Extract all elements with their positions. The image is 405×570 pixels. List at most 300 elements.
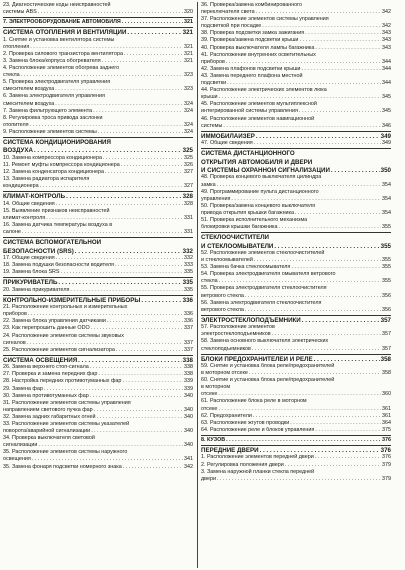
toc-page-number: 364	[382, 419, 391, 426]
toc-entry	[3, 19, 193, 26]
section-divider	[201, 435, 391, 436]
toc-leader-dots	[91, 428, 183, 435]
toc-entry	[3, 65, 193, 72]
toc-entry	[3, 347, 193, 354]
toc-entry-title: 29. Замена фар	[3, 385, 43, 392]
toc-entry-title: 59. Снятие и установка блока реле/предохранителей	[201, 363, 335, 369]
toc-entry	[3, 318, 193, 325]
toc-entry	[201, 346, 391, 353]
toc-entry-title: 13. Замена радиатора испарителя	[3, 176, 90, 183]
toc-entry-title: приборов	[201, 58, 225, 65]
toc-leader-dots	[44, 386, 183, 393]
toc-entry-title: ОТКРЫТИЯ АВТОМОБИЛЯ И ДВЕРИ	[201, 158, 313, 166]
toc-entry	[201, 307, 391, 314]
toc-entry-title: 28. Настройка передних противотуманных фар	[3, 378, 122, 385]
toc-entry	[201, 59, 391, 66]
toc-page-number: 327	[184, 183, 193, 190]
toc-entry-title: 35. Расположение элементов системы наружного	[3, 449, 128, 456]
toc-entry-title: 1. Расположение элементов передней двери	[201, 454, 314, 461]
toc-entry-title: 10. Замена компрессора кондиционера	[3, 154, 103, 161]
toc-leader-dots	[299, 108, 381, 115]
toc-entry	[3, 183, 193, 190]
section-divider	[3, 355, 193, 356]
toc-entry-title: 3. Замена наружной планки стекла передней	[201, 468, 315, 475]
toc-entry-title: 52. Расположение элементов стеклоочистителей	[201, 249, 325, 256]
section-divider	[3, 295, 193, 296]
toc-entry	[201, 66, 391, 73]
toc-entry	[201, 391, 391, 398]
toc-entry	[3, 325, 193, 332]
toc-page-number: 343	[382, 37, 391, 44]
toc-entry-title: КОНТРОЛЬНО-ИЗМЕРИТЕЛЬНЫЕ ПРИБОРЫ	[3, 296, 141, 304]
toc-entry	[3, 215, 193, 222]
toc-page-number: 344	[382, 58, 391, 65]
toc-entry-title: освещения	[3, 456, 31, 463]
toc-entry-title: КЛИМАТ-КОНТРОЛЬ	[3, 193, 66, 201]
toc-leader-dots	[302, 317, 380, 324]
toc-section-heading	[201, 150, 391, 157]
toc-page-number: 338	[184, 364, 193, 371]
toc-entry	[3, 9, 193, 16]
toc-entry-title: СТЕКЛООЧИСТИТЕЛИ	[201, 234, 269, 242]
toc-page-number: 340	[184, 392, 193, 399]
toc-entry-title: 23. Диагностические коды неисправностей	[3, 2, 111, 8]
toc-entry-title: 64. Расположение реле и блоков управления	[201, 426, 315, 433]
toc-section-heading	[201, 356, 391, 363]
toc-section-heading	[3, 279, 193, 286]
toc-page-number: 325	[184, 154, 193, 161]
toc-entry	[3, 37, 193, 44]
toc-entry-title: 7. Замена фильтрующего элемента	[3, 107, 93, 114]
toc-entry-title: 41. Расположение внутренних осветительных	[201, 51, 316, 58]
toc-leader-dots	[93, 108, 183, 115]
toc-page-number: 338	[184, 371, 193, 378]
toc-entry-title: стеклоподъемников	[201, 345, 251, 352]
toc-section-heading	[201, 447, 391, 454]
section-divider	[201, 354, 391, 355]
toc-entry-title: 4. Расположение элементов обогрева заднего	[3, 65, 120, 72]
toc-leader-dots	[94, 407, 183, 414]
toc-page-number: 321	[184, 57, 193, 64]
toc-page-number: 335	[182, 279, 193, 287]
toc-entry-title: 50. Проверка/замена концевого выключателя	[201, 202, 316, 209]
toc-right-column	[201, 2, 391, 483]
toc-page-number: 339	[184, 385, 193, 392]
toc-entry-title: 44. Расположение электрических элементов люка	[201, 87, 327, 94]
toc-entry-title: 32. Замена задних габаритных огней	[3, 413, 96, 420]
toc-entry	[201, 427, 391, 434]
toc-entry-title: 57. Расположение элементов	[201, 324, 275, 331]
toc-leader-dots	[107, 318, 183, 325]
toc-entry	[3, 287, 193, 294]
toc-leader-dots	[249, 370, 381, 377]
toc-entry	[201, 45, 391, 52]
toc-leader-dots	[56, 255, 183, 262]
toc-entry-title: 17. Общие сведения	[3, 254, 55, 261]
toc-leader-dots	[315, 427, 381, 434]
toc-section-heading	[201, 317, 391, 324]
toc-entry-title: 20. Замена прикуривателя	[3, 286, 70, 293]
toc-entry-title: 31. Расположение элементов системы управления	[3, 399, 131, 406]
toc-entry-title: ЭЛЕКТРОСТЕКЛОПОДЪЕМНИКИ	[201, 316, 301, 324]
toc-page-number: 361	[382, 412, 391, 419]
toc-leader-dots	[314, 356, 380, 363]
toc-page-number: 333	[184, 262, 193, 269]
toc-section-heading	[3, 193, 193, 200]
toc-leader-dots	[91, 325, 183, 332]
toc-entry-title: 6. Замена электродвигателя управления	[3, 93, 105, 100]
toc-page-number: 355	[382, 257, 391, 264]
toc-entry-title: блокировки крышки багажника	[201, 224, 278, 231]
toc-entry-title: 51. Проверка исполнительного механизма	[201, 216, 308, 223]
toc-entry	[3, 442, 193, 449]
toc-section-heading	[3, 29, 193, 36]
toc-leader-dots	[38, 9, 183, 16]
toc-leader-dots	[291, 264, 381, 271]
toc-entry	[3, 44, 193, 51]
toc-leader-dots	[274, 243, 379, 250]
toc-entry	[201, 331, 391, 338]
toc-entry-title: подсветкой при посадке	[201, 23, 262, 30]
toc-entry	[201, 285, 391, 292]
toc-entry	[201, 293, 391, 300]
toc-entry-title: 3. Замена блока/корпуса обогревателя	[3, 57, 101, 64]
toc-leader-dots	[301, 66, 381, 73]
toc-page-number: 332	[184, 254, 193, 261]
toc-entry-title: 8. КУЗОВ	[201, 436, 226, 443]
toc-entry	[201, 80, 391, 87]
toc-leader-dots	[105, 169, 183, 176]
toc-leader-dots	[290, 420, 381, 427]
toc-leader-dots	[315, 45, 381, 52]
toc-section-heading	[201, 133, 391, 140]
toc-page-number: 326	[184, 161, 193, 168]
toc-entry-title: 8. Регулировка троса привода заслонки	[3, 114, 103, 121]
toc-entry-title: 15. Выявление признаков неисправностей	[3, 207, 110, 214]
toc-leader-dots	[123, 464, 183, 471]
toc-page-number: 349	[380, 132, 391, 140]
toc-page-number: 346	[382, 122, 391, 129]
toc-entry	[201, 210, 391, 217]
toc-entry-title: 39. Проверка/замена подсветки крыши	[201, 37, 299, 44]
toc-entry-title: отопителя	[3, 121, 29, 128]
toc-page-number: 335	[184, 269, 193, 276]
toc-entry	[3, 378, 193, 385]
toc-page-number: 328	[182, 193, 193, 201]
toc-entry	[3, 2, 193, 9]
section-divider	[201, 131, 391, 132]
toc-page-number: 344	[382, 65, 391, 72]
toc-entry	[3, 428, 193, 435]
toc-page-number: 356	[382, 292, 391, 299]
toc-entry	[201, 189, 391, 196]
toc-entry	[3, 456, 193, 463]
toc-leader-dots	[295, 210, 381, 217]
toc-entry-title: 55. Проверка электродвигателя стеклоочистителя	[201, 285, 327, 292]
toc-leader-dots	[272, 331, 381, 338]
toc-entry	[201, 203, 391, 210]
toc-leader-dots	[256, 9, 381, 16]
toc-entry-title: И СТЕКЛООМЫВАТЕЛИ	[201, 242, 274, 250]
toc-entry	[201, 257, 391, 264]
toc-leader-dots	[223, 123, 381, 130]
toc-entry-title: 33. Расположение элементов системы указателей	[3, 420, 130, 427]
toc-page-number: 350	[380, 167, 391, 174]
toc-entry	[3, 435, 193, 442]
toc-leader-dots	[115, 262, 183, 269]
toc-entry	[3, 371, 193, 378]
toc-entry-title: 7. ЭЛЕКТРООБОРУДОВАНИЕ АВТОМОБИЛЯ	[3, 19, 121, 26]
toc-entry-title: 26. Замена верхнего стоп-сигнала	[3, 364, 89, 371]
toc-entry-title: 9. Расположение элементов системы	[3, 128, 97, 135]
toc-page-number: 332	[182, 247, 193, 255]
toc-page-number: 325	[182, 147, 193, 155]
toc-leader-dots	[55, 101, 183, 108]
toc-entry	[201, 454, 391, 461]
toc-entry	[201, 123, 391, 130]
toc-page-number: 379	[382, 475, 391, 482]
toc-entry-title: кондиционера	[3, 183, 39, 190]
toc-leader-dots	[226, 59, 381, 66]
toc-entry-title: 12. Замена конденсатора кондиционера	[3, 169, 105, 175]
toc-entry	[201, 9, 391, 16]
toc-entry	[3, 414, 193, 421]
toc-entry	[201, 37, 391, 44]
toc-page-number: 341	[184, 456, 193, 463]
toc-leader-dots	[254, 257, 381, 264]
toc-entry	[201, 217, 391, 224]
toc-entry	[3, 155, 193, 162]
toc-leader-dots	[245, 307, 381, 314]
toc-entry	[201, 87, 391, 94]
toc-leader-dots	[78, 357, 182, 364]
toc-entry-title: БЛОКИ ПРЕДОХРАНИТЕЛЕЙ И РЕЛЕ	[201, 355, 313, 363]
toc-entry-title: смесителем воздуха	[3, 86, 55, 93]
toc-entry-title: СИСТЕМА ДИСТАНЦИОННОГО	[201, 150, 295, 158]
toc-page-number: 324	[184, 121, 193, 128]
toc-entry-title: 19. Замена блока SRS	[3, 269, 60, 276]
toc-left-column	[3, 2, 193, 471]
section-divider	[201, 315, 391, 316]
toc-entry-title: привода открытия крышки багажника	[201, 209, 295, 216]
toc-entry-title: 62. Предохранители	[201, 412, 252, 419]
toc-leader-dots	[90, 393, 183, 400]
toc-leader-dots	[219, 278, 381, 285]
section-divider	[3, 17, 193, 18]
toc-entry-title: 1. Снятие и установка вентилятора системы	[3, 36, 115, 43]
toc-entry	[3, 364, 193, 371]
toc-page-number: 336	[184, 311, 193, 318]
toc-entry-title: в моторном	[201, 384, 231, 391]
toc-leader-dots	[305, 30, 381, 37]
section-divider	[3, 277, 193, 278]
toc-page-number: 324	[184, 100, 193, 107]
toc-page-number: 354	[382, 209, 391, 216]
toc-entry-title: 47. Общие сведения	[201, 140, 253, 147]
toc-leader-dots	[121, 162, 183, 169]
toc-entry-title: 46. Расположение элементов навигационной	[201, 115, 315, 122]
toc-page-number: 320	[184, 9, 193, 16]
toc-page-number: 355	[382, 278, 391, 285]
toc-page-number: 321	[184, 43, 193, 50]
section-divider	[3, 191, 193, 192]
toc-leader-dots	[90, 364, 183, 371]
toc-page-number: 327	[184, 169, 193, 175]
toc-entry	[201, 182, 391, 189]
toc-entry	[201, 52, 391, 59]
toc-page-number: 345	[382, 94, 391, 101]
toc-section-heading	[3, 248, 193, 255]
toc-entry	[3, 86, 193, 93]
toc-entry-title: 56. Замена электродвигателя стеклоочистителя	[201, 299, 322, 306]
toc-entry-title: 25. Расположение элементов сигнализатора	[3, 346, 115, 353]
toc-entry-title: 23. Как перепрошить данные ODO	[3, 325, 90, 332]
toc-page-number: 379	[382, 461, 391, 468]
toc-section-heading	[201, 167, 391, 174]
toc-entry	[201, 300, 391, 307]
toc-leader-dots	[28, 311, 183, 318]
toc-entry-title: ПЕРЕДНИЕ ДВЕРИ	[201, 447, 259, 455]
toc-entry	[3, 122, 193, 129]
toc-leader-dots	[98, 129, 183, 136]
toc-entry-title: замка	[201, 181, 216, 188]
toc-entry-title: 35. Замена фонаря подсветки номерного знака	[3, 463, 122, 470]
toc-page-number: 337	[184, 325, 193, 332]
toc-entry	[3, 169, 193, 176]
toc-entry	[3, 129, 193, 136]
toc-leader-dots	[227, 80, 381, 87]
toc-page-number: 376	[382, 436, 391, 443]
toc-page-number: 343	[382, 44, 391, 51]
toc-entry-title: ветрового стекла	[201, 306, 244, 313]
toc-leader-dots	[254, 140, 381, 147]
toc-page-number: 375	[382, 426, 391, 433]
toc-page-number: 337	[184, 346, 193, 353]
toc-entry	[3, 269, 193, 276]
toc-entry-title: стекла	[201, 278, 218, 285]
toc-leader-dots	[252, 346, 381, 353]
toc-page-number: 324	[184, 107, 193, 114]
toc-entry-title: 18. Замена подушки безопасности водителя	[3, 262, 114, 269]
toc-entry-title: поворота/аварийной сигнализации	[3, 428, 91, 435]
toc-section-heading	[201, 234, 391, 241]
toc-entry-title: СИСТЕМА ВСПОМОГАТЕЛЬНОЙ	[3, 239, 102, 247]
toc-entry	[3, 400, 193, 407]
toc-page-number: 338	[182, 356, 193, 364]
toc-page-number: 355	[382, 224, 391, 231]
toc-entry	[3, 304, 193, 311]
toc-entry-title: 48. Проверка концевого выключателя цилиндра	[201, 174, 322, 181]
toc-leader-dots	[219, 94, 381, 101]
toc-entry	[3, 407, 193, 414]
toc-entry	[3, 201, 193, 208]
toc-entry	[201, 30, 391, 37]
toc-entry-title: управления	[201, 195, 231, 202]
toc-entry-title: 14. Общие сведения	[3, 200, 55, 207]
toc-page-number: 343	[382, 30, 391, 37]
toc-page-number: 321	[184, 19, 193, 26]
toc-entry-title: сигнализации	[3, 442, 38, 449]
toc-entry-title: 37. Расположение элементов системы управления	[201, 16, 329, 23]
toc-leader-dots	[226, 437, 381, 444]
toc-entry-title: 58. Замена основного выключателя электрических	[201, 338, 329, 345]
toc-leader-dots	[315, 454, 381, 461]
section-divider	[3, 137, 193, 138]
toc-entry-title: 2. Регулировка положения двери	[201, 461, 284, 468]
toc-page-number: 331	[184, 214, 193, 221]
toc-page-number: 335	[184, 286, 193, 293]
toc-leader-dots	[253, 413, 381, 420]
toc-entry-title: И СИСТЕМЫ ОХРАННОЙ СИГНАЛИЗАЦИИ	[201, 167, 330, 174]
toc-entry	[201, 224, 391, 231]
toc-entry	[201, 23, 391, 30]
toc-leader-dots	[124, 51, 183, 58]
section-divider	[3, 27, 193, 28]
toc-leader-dots	[56, 201, 183, 208]
toc-entry-title: 53. Замена бачка стеклоомывателя	[201, 264, 291, 271]
toc-entry	[3, 72, 193, 79]
toc-page-number: 340	[184, 428, 193, 435]
toc-page-number: 323	[184, 72, 193, 79]
toc-entry-title: 60. Снятие и установка блока реле/предохранителей	[201, 377, 335, 384]
toc-entry-title: направлением светового пучка фар	[3, 406, 93, 413]
toc-entry	[3, 262, 193, 269]
toc-leader-dots	[331, 167, 380, 174]
toc-leader-dots	[260, 447, 380, 454]
toc-entry-title: 38. Проверка подсветки замка зажигания	[201, 30, 305, 37]
toc-page-number: 361	[382, 405, 391, 412]
toc-entry	[201, 370, 391, 377]
toc-entry-title: 16. Замена датчика температуры воздуха в	[3, 221, 113, 228]
toc-section-heading	[3, 357, 193, 364]
toc-entry-title: и стеклоомывателей	[201, 257, 253, 264]
toc-leader-dots	[278, 224, 381, 231]
toc-page-number: 358	[380, 355, 391, 363]
toc-entry-title: 22. Замена блока управления датчиками	[3, 318, 106, 325]
toc-entry	[3, 421, 193, 428]
toc-leader-dots	[218, 406, 381, 413]
toc-page-number: 321	[182, 29, 193, 37]
toc-entry	[3, 229, 193, 236]
toc-entry-title: подсветки	[201, 80, 227, 87]
toc-page-number: 323	[184, 86, 193, 93]
toc-entry	[201, 278, 391, 285]
toc-entry	[201, 116, 391, 123]
toc-entry	[201, 413, 391, 420]
toc-entry-title: 5. Проверка электродвигателя управления	[3, 79, 111, 86]
toc-leader-dots	[30, 122, 183, 129]
toc-entry-title: отсеке	[201, 391, 218, 398]
toc-entry	[201, 264, 391, 271]
toc-page-number: 355	[380, 242, 391, 250]
toc-page-number: 376	[380, 447, 391, 455]
toc-entry-title: СИСТЕМА ОТОПЛЕНИЯ И ВЕНТИЛЯЦИИ	[3, 29, 127, 37]
toc-entry	[3, 79, 193, 86]
toc-entry	[3, 393, 193, 400]
toc-entry	[201, 420, 391, 427]
toc-leader-dots	[231, 196, 381, 203]
toc-page-number: 357	[382, 331, 391, 338]
toc-leader-dots	[116, 347, 183, 354]
toc-leader-dots	[21, 72, 183, 79]
toc-entry	[201, 271, 391, 278]
toc-page-number: 336	[184, 318, 193, 325]
toc-entry-title: ветрового стекла	[201, 292, 244, 299]
toc-entry-title: сигналов	[3, 339, 26, 346]
toc-entry	[3, 101, 193, 108]
toc-page-number: 337	[184, 339, 193, 346]
toc-page-number: 328	[184, 200, 193, 207]
